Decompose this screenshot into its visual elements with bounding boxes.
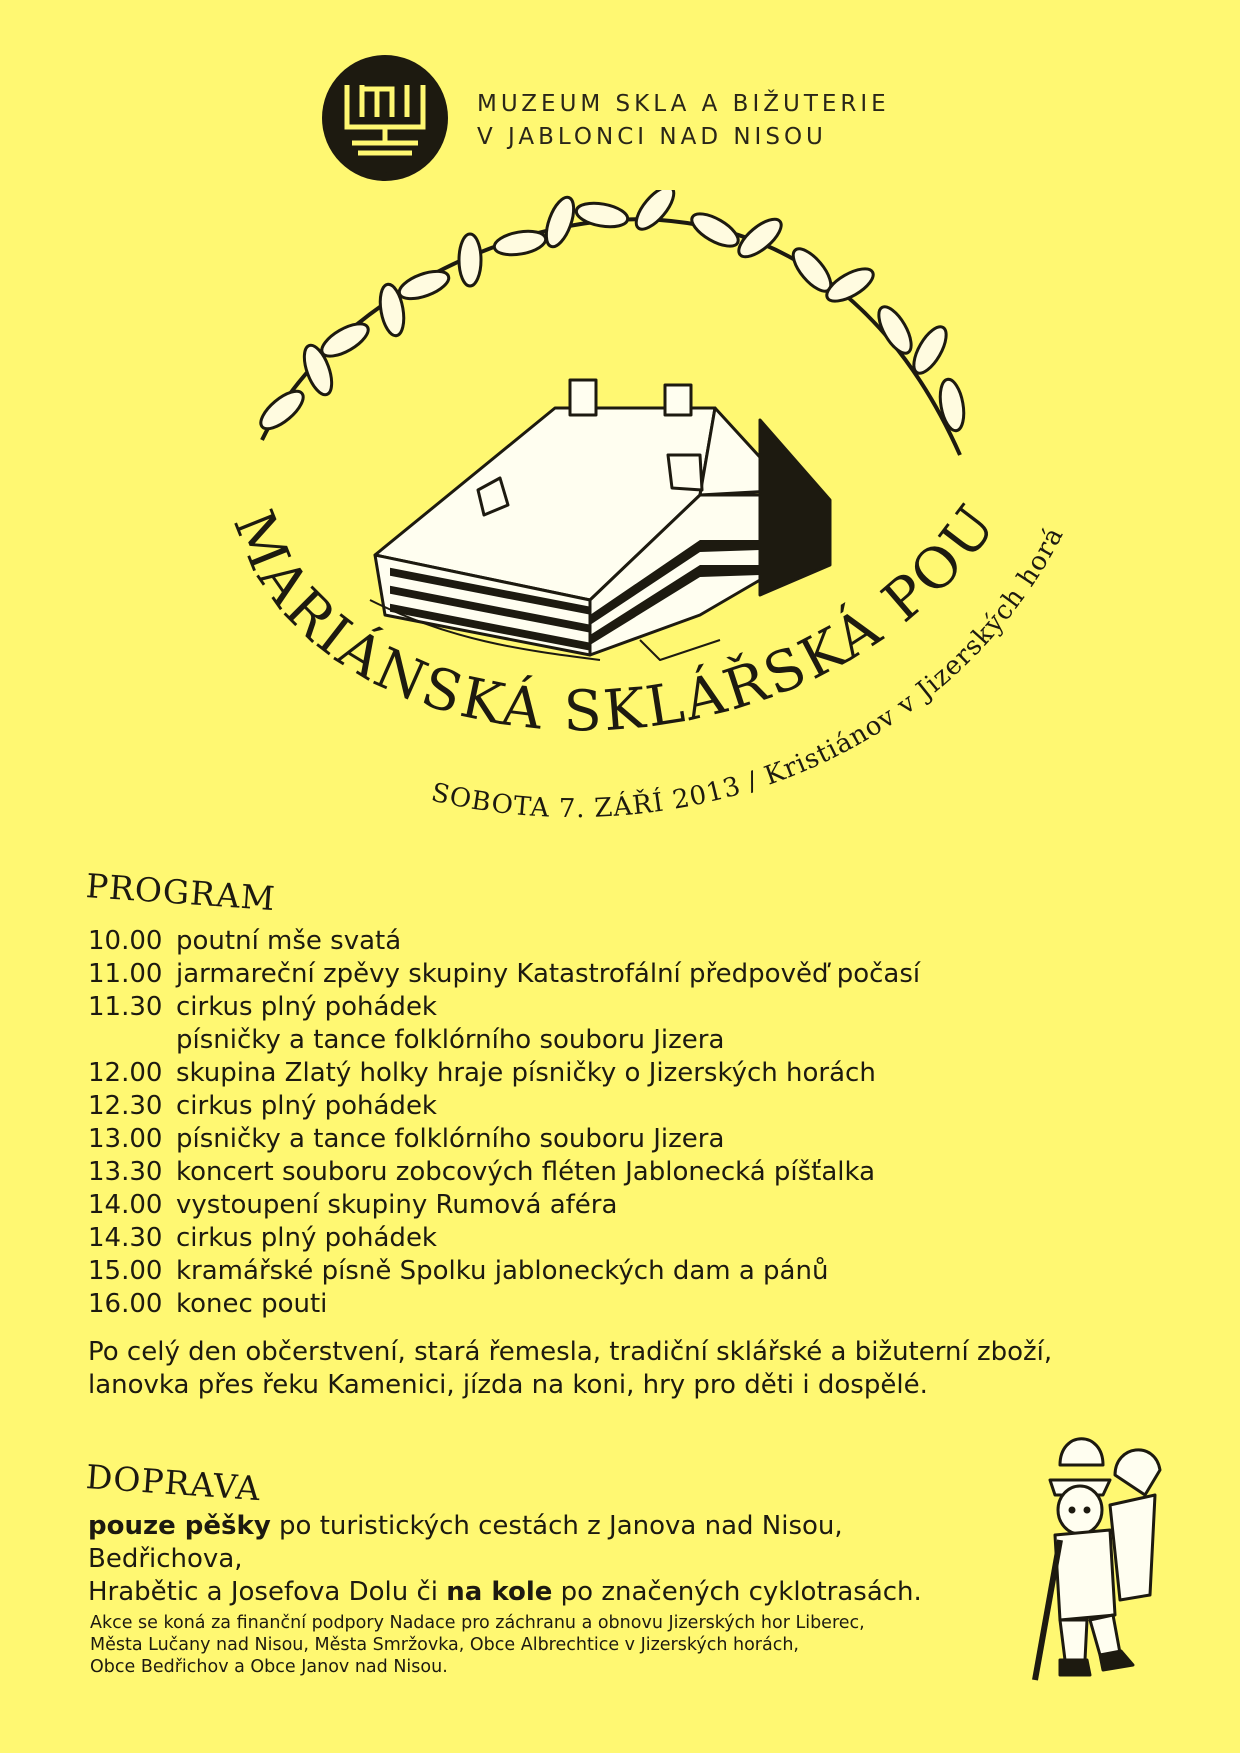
museum-name-line1: MUZEUM SKLA A BIŽUTERIE (477, 91, 890, 117)
program-time: 12.00 (88, 1058, 163, 1088)
funding-note-line3: Obce Bedřichov a Obce Janov nad Nisou. (90, 1657, 448, 1677)
funding-note (90, 1612, 990, 1678)
allday-line2: lanovka přes řeku Kamenici, jízda na koni, hry pro děti i dospělé. (88, 1370, 928, 1400)
program-desc: cirkus plný pohádek (176, 1223, 437, 1253)
program-row (88, 1156, 1088, 1189)
program-schedule (88, 925, 1088, 1321)
cottage-icon (370, 380, 830, 660)
program-time: 10.00 (88, 926, 163, 956)
program-desc: poutní mše svatá (176, 926, 402, 956)
program-time: 14.00 (88, 1190, 163, 1220)
doprava-bold-walk: pouze pěšky (88, 1511, 271, 1541)
doprava-bold-bike: na kole (446, 1577, 553, 1607)
program-time (88, 1024, 176, 1057)
program-desc: konec pouti (176, 1289, 328, 1319)
program-time: 11.00 (88, 959, 163, 989)
program-row (88, 958, 1088, 991)
program-desc: koncert souboru zobcových fléten Jablonecká píšťalka (176, 1157, 876, 1187)
allday-line1: Po celý den občerstvení, stará řemesla, tradiční sklářské a bižuterní zboží, (88, 1337, 1053, 1367)
title-illustration (0, 190, 1240, 880)
museum-name (477, 88, 890, 154)
hiker-icon (1015, 1425, 1195, 1685)
program-desc: jarmareční zpěvy skupiny Katastrofální předpověď počasí (176, 959, 921, 989)
program-desc: skupina Zlatý holky hraje písničky o Jizerských horách (176, 1058, 876, 1088)
museum-logo (322, 55, 448, 181)
doprava-text2b: po značených cyklotrasách. (552, 1577, 922, 1607)
funding-note-line2: Města Lučany nad Nisou, Města Smržovka, Obce Albrechtice v Jizerských horách, (90, 1635, 799, 1655)
svg-text:LMJ: LMJ (385, 173, 387, 174)
doprava-heading: DOPRAVA (84, 1457, 263, 1509)
program-desc: písničky a tance folklórního souboru Jizera (176, 1124, 725, 1154)
program-desc: kramářské písně Spolku jabloneckých dam a pánů (176, 1256, 829, 1286)
program-row (88, 1057, 1088, 1090)
program-time: 12.30 (88, 1091, 163, 1121)
program-desc: vystoupení skupiny Rumová aféra (176, 1190, 618, 1220)
program-row (88, 1123, 1088, 1156)
program-heading: PROGRAM (84, 866, 277, 919)
funding-note-line1: Akce se koná za finanční podpory Nadace pro záchranu a obnovu Jizerských hor Liberec, (90, 1613, 865, 1633)
program-time: 13.00 (88, 1124, 163, 1154)
program-row (88, 1090, 1088, 1123)
program-desc: písničky a tance folklórního souboru Jizera (176, 1025, 725, 1055)
program-time: 14.30 (88, 1223, 163, 1253)
program-desc: cirkus plný pohádek (176, 992, 437, 1022)
program-time: 16.00 (88, 1289, 163, 1319)
allday-info (88, 1336, 1168, 1402)
doprava-text2a: Hrabětic a Josefova Dolu či (88, 1577, 447, 1607)
program-row (88, 1255, 1088, 1288)
program-row (88, 1189, 1088, 1222)
doprava-text1: po turistických cestách z Janova nad Nisou, Bedřichova, (88, 1511, 843, 1574)
program-desc: cirkus plný pohádek (176, 1091, 437, 1121)
program-row (88, 925, 1088, 958)
program-time: 15.00 (88, 1256, 163, 1286)
program-time: 11.30 (88, 992, 163, 1022)
program-row (88, 1222, 1088, 1255)
program-row (88, 1024, 1088, 1057)
event-title: MARIÁNSKÁ SKLÁŘSKÁ POU (220, 491, 1011, 745)
program-row (88, 991, 1088, 1024)
event-date: SOBOTA 7. ZÁŘÍ 2013/ Kristiánov v Jizerských horá (428, 521, 1070, 825)
program-row (88, 1288, 1088, 1321)
program-time: 13.30 (88, 1157, 163, 1187)
doprava-text (88, 1510, 988, 1609)
museum-name-line2: V JABLONCI NAD NISOU (477, 124, 827, 150)
